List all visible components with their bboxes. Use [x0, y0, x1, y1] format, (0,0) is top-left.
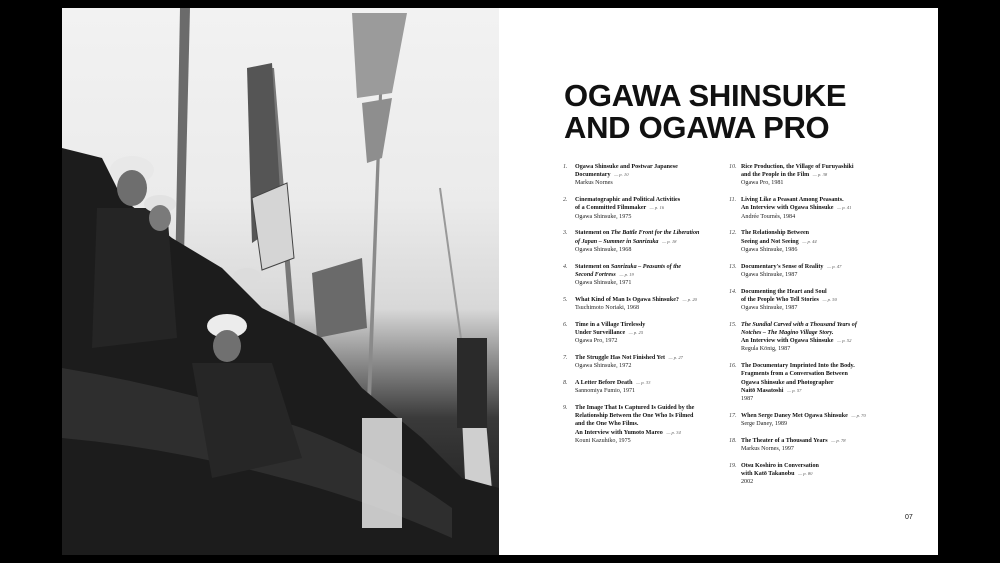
- entry-title-line: Fragments from a Conversation Between: [741, 371, 848, 378]
- contents-entry[interactable]: [563, 296, 728, 312]
- entry-title-line: Ogawa Shinsuke and Postwar Japanese: [575, 164, 678, 170]
- entry-number: 12.: [729, 230, 737, 237]
- entry-number: 6.: [563, 321, 568, 328]
- entry-title-line: of the People Who Tell Stories — p. 50: [741, 296, 837, 303]
- entry-title-line: What Kind of Man Is Ogawa Shinsuke? — p. 20: [575, 296, 697, 303]
- entry-author: Ogawa Shinsuke, 1987: [741, 271, 798, 278]
- entry-title-line: Time in a Village Tirelessly: [575, 321, 646, 328]
- protest-photograph: [62, 8, 499, 555]
- entry-title: [741, 412, 894, 420]
- entry-title-line: An Interview with Ogawa Shinsuke — p. 52: [741, 338, 852, 345]
- page-number: 07: [905, 514, 913, 521]
- entry-number: 17.: [729, 412, 737, 419]
- contents-entry[interactable]: [729, 462, 894, 487]
- entry-page-ref: — p. 16: [649, 205, 665, 211]
- entry-title-line: Cinematographic and Political Activities: [575, 197, 681, 204]
- title-line-2: AND OGAWA PRO: [564, 110, 830, 145]
- entry-title: [575, 379, 728, 387]
- entry-title: [741, 321, 894, 346]
- contents-entry[interactable]: [729, 263, 894, 279]
- entry-title-line: Under Surveillance — p. 25: [575, 330, 644, 337]
- entry-page-ref: — p. 25: [628, 330, 644, 336]
- entry-title-line: Notches – The Magino Village Story.: [741, 330, 834, 337]
- entry-number: 16.: [729, 363, 737, 370]
- entry-author: Tsuchimoto Noriaki, 1968: [575, 305, 640, 312]
- entry-title: [741, 263, 894, 271]
- entry-title: [575, 296, 728, 304]
- entry-title: [575, 321, 728, 337]
- entry-page-ref: — p. 34: [666, 429, 681, 435]
- entry-title-line: and the One Who Films.: [575, 421, 639, 428]
- contents-entry[interactable]: [729, 196, 894, 221]
- entry-number: 3.: [563, 230, 568, 237]
- entry-title: [741, 229, 894, 245]
- entry-title-line: The Struggle Has Not Finished Yet — p. 27: [575, 355, 683, 362]
- entry-title-line: Relationship Between the One Who Is Filmed: [575, 413, 694, 420]
- entry-title: [575, 404, 728, 437]
- entry-number: 8.: [563, 380, 568, 387]
- entry-number: 18.: [729, 437, 737, 444]
- photo-illustration: [62, 8, 499, 555]
- entry-number: 14.: [729, 288, 737, 295]
- contents-entry[interactable]: [729, 229, 894, 254]
- entry-author: Ogawa Shinsuke, 1975: [575, 213, 632, 220]
- entry-page-ref: — p. 50: [822, 296, 837, 302]
- entry-title: [575, 229, 728, 245]
- contents-entry[interactable]: [729, 437, 894, 453]
- contents-entry[interactable]: [563, 163, 728, 188]
- entry-title-line: Documentary's Sense of Reality — p. 47: [741, 263, 842, 270]
- entry-title-line: A Letter Before Death — p. 33: [575, 380, 651, 387]
- entry-author: Regula König, 1987: [741, 346, 791, 353]
- contents-page: [499, 8, 938, 555]
- entry-number: 7.: [563, 355, 568, 362]
- entry-number: 5.: [563, 296, 568, 303]
- entry-number: 2.: [563, 197, 568, 204]
- entry-page-ref: — p. 47: [826, 263, 842, 269]
- entry-page-ref: — p. 18: [662, 238, 677, 244]
- page-title: [564, 80, 846, 144]
- entry-page-ref: — p. 70: [851, 412, 866, 418]
- entry-title-line: and the People in the Film — p. 38: [741, 172, 828, 179]
- entry-title-line: The Documentary Imprinted Into the Body.: [741, 363, 855, 370]
- entry-page-ref: — p. 57: [787, 387, 802, 393]
- entry-title: [575, 263, 728, 279]
- contents-entry[interactable]: [563, 229, 728, 254]
- contents-entry[interactable]: [563, 263, 728, 288]
- entry-title: [575, 196, 728, 212]
- entry-page-ref: — p. 19: [619, 271, 634, 277]
- contents-entry[interactable]: [729, 321, 894, 354]
- entry-title: [741, 362, 894, 395]
- entry-title: [741, 462, 894, 478]
- entry-title-line: Statement on The Battle Front for the Liberation: [575, 230, 700, 237]
- entry-author: Markus Nornes: [575, 180, 613, 187]
- entry-page-ref: — p. 20: [682, 296, 697, 302]
- contents-entry[interactable]: [729, 412, 894, 428]
- entry-title-line: Seeing and Not Seeing — p. 44: [741, 238, 817, 245]
- entry-title-line: The Theater of a Thousand Years — p. 78: [741, 437, 846, 444]
- entry-title-line: When Serge Daney Met Ogawa Shinsuke — p. 70: [741, 412, 866, 419]
- entry-page-ref: — p. 78: [831, 437, 846, 443]
- entry-page-ref: — p. 38: [812, 172, 828, 178]
- entry-page-ref: — p. 10: [614, 172, 629, 178]
- entry-title-line: Documenting the Heart and Soul: [741, 288, 827, 295]
- contents-entry[interactable]: [729, 362, 894, 403]
- entry-title-line: with Katō Takanobu — p. 80: [741, 471, 813, 478]
- entry-title-line: Otsu Koshiro in Conversation: [741, 462, 819, 469]
- entry-title-line: Statement on Sanrizuka – Peasants of the: [575, 263, 681, 270]
- entry-number: 13.: [729, 263, 737, 270]
- entry-number: 15.: [729, 321, 737, 328]
- entry-number: 4.: [563, 263, 568, 270]
- contents-entry[interactable]: [729, 163, 894, 188]
- entry-title-line: Documentary — p. 10: [575, 172, 629, 179]
- entry-title-line: Naitō Masatoshi — p. 57: [741, 387, 802, 394]
- entry-author: 1987: [741, 396, 754, 403]
- entry-page-ref: — p. 27: [668, 355, 683, 361]
- entry-number: 10.: [729, 164, 737, 170]
- entry-title-line: The Sundial Carved with a Thousand Years of: [741, 321, 857, 328]
- entry-title: [741, 288, 894, 304]
- entry-title-line: The Relationship Between: [741, 230, 810, 237]
- entry-title-line: of Japan – Summer in Sanrizuka — p. 18: [575, 238, 677, 245]
- entry-author: Markus Nornes, 1997: [741, 446, 794, 453]
- entry-title: [741, 437, 894, 445]
- entry-title: [575, 354, 728, 362]
- entry-page-ref: — p. 41: [836, 205, 852, 211]
- contents-column-right: [729, 163, 894, 495]
- entry-title-line: The Image That Is Captured Is Guided by the: [575, 405, 695, 412]
- entry-author: Serge Daney, 1989: [741, 421, 788, 428]
- entry-page-ref: — p. 52: [836, 338, 852, 344]
- entry-author: Ogawa Shinsuke, 1968: [575, 246, 632, 253]
- contents-entry[interactable]: [563, 404, 728, 445]
- contents-entry[interactable]: [563, 354, 728, 370]
- book-spread: [62, 8, 938, 555]
- entry-title-line: An Interview with Ogawa Shinsuke — p. 41: [741, 205, 852, 212]
- entry-title: [741, 163, 894, 179]
- entry-author: Ogawa Shinsuke, 1986: [741, 246, 798, 253]
- entry-number: 19.: [729, 462, 737, 469]
- entry-title-line: Second Fortress — p. 19: [575, 271, 634, 278]
- entry-title: [575, 163, 728, 179]
- entry-title: [741, 196, 894, 212]
- contents-entry[interactable]: [563, 379, 728, 395]
- entry-page-ref: — p. 44: [802, 238, 817, 244]
- entry-author: Ogawa Pro, 1972: [575, 338, 618, 345]
- entry-number: 11.: [729, 197, 737, 204]
- contents-entry[interactable]: [563, 321, 728, 346]
- entry-author: Andrée Tournès, 1984: [741, 213, 796, 220]
- entry-author: Ogawa Shinsuke, 1987: [741, 305, 798, 312]
- contents-entry[interactable]: [729, 288, 894, 313]
- title-line-1: OGAWA SHINSUKE: [564, 78, 847, 113]
- entry-author: Ogawa Shinsuke, 1972: [575, 363, 632, 370]
- entry-title-line: of a Committed Filmmaker — p. 16: [575, 205, 665, 212]
- contents-entry[interactable]: [563, 196, 728, 221]
- entry-author: Ogawa Shinsuke, 1971: [575, 280, 632, 287]
- entry-number: 1.: [563, 164, 568, 170]
- entry-title-line: Ogawa Shinsuke and Photographer: [741, 379, 834, 386]
- entry-page-ref: — p. 33: [636, 380, 651, 386]
- entry-title-line: Living Like a Peasant Among Peasants.: [741, 197, 844, 204]
- entry-author: Ogawa Pro, 1981: [741, 180, 784, 187]
- entry-title-line: An Interview with Yumoto Mareo — p. 34: [575, 429, 681, 436]
- entry-author: Kouni Kazuhiko, 1975: [575, 437, 631, 444]
- entry-author: 2002: [741, 479, 754, 486]
- entry-author: Sannomiya Fumio, 1971: [575, 388, 636, 395]
- entry-title-line: Rice Production, the Village of Furuyashiki: [741, 164, 854, 170]
- contents-column-left: [563, 163, 728, 454]
- entry-number: 9.: [563, 405, 568, 412]
- entry-page-ref: — p. 80: [798, 471, 813, 477]
